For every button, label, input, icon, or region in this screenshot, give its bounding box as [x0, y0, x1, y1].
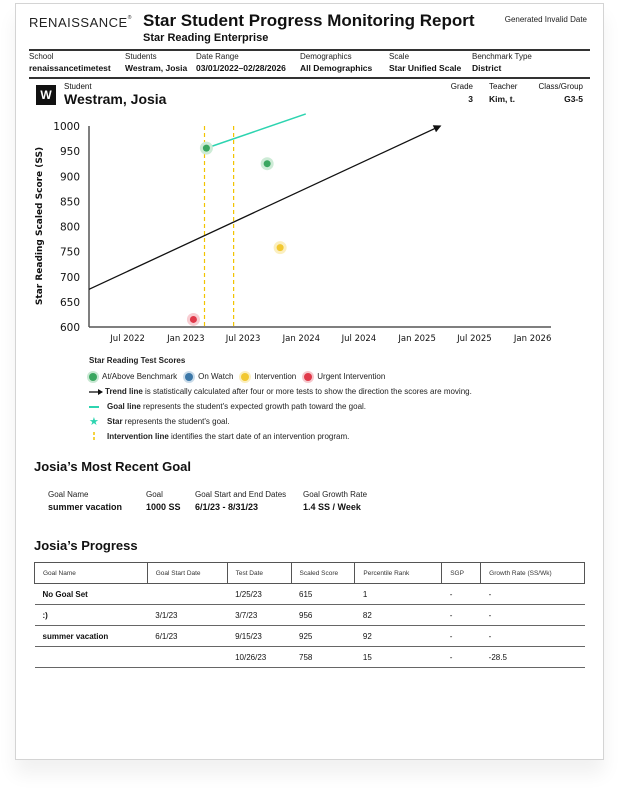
score-point-dot	[277, 244, 284, 251]
table-cell: 925	[291, 626, 355, 647]
column-header: Test Date	[227, 563, 291, 584]
y-tick-label: 700	[59, 271, 80, 284]
score-point	[187, 313, 200, 326]
table-cell: 758	[291, 647, 355, 668]
table-cell: 92	[355, 626, 442, 647]
legend-star	[89, 414, 472, 429]
goal-growth-field	[303, 490, 367, 512]
intervention-dot-icon	[241, 373, 249, 381]
renaissance-logo: RENAISSANCE®	[29, 15, 132, 30]
x-tick-label: Jul 2023	[225, 334, 261, 344]
star-icon: ★	[89, 416, 99, 428]
x-tick-label: Jul 2025	[457, 334, 492, 344]
table-cell: 10/26/23	[227, 647, 291, 668]
legend-intervention	[89, 429, 472, 444]
table-cell: 956	[291, 605, 355, 626]
goal-field-value: 6/1/23 - 8/31/23	[195, 502, 259, 512]
table-cell: 615	[291, 584, 355, 605]
table-cell: summer vacation	[35, 626, 148, 647]
table-cell: -	[442, 626, 481, 647]
score-point	[200, 142, 213, 155]
table-cell: :)	[35, 605, 148, 626]
legend-title: Star Reading Test Scores	[89, 356, 186, 365]
x-tick-label: Jul 2024	[341, 334, 377, 344]
class-label: Class/Group	[538, 82, 583, 91]
progress-heading: Josia’s Progress	[34, 538, 138, 553]
y-tick-label: 1000	[53, 121, 80, 133]
legend-item: Urgent Intervention	[317, 372, 386, 381]
chart-legend	[89, 356, 472, 444]
intervention-line-icon	[89, 432, 103, 442]
trend-arrow-icon	[89, 388, 103, 396]
goal-dates-field	[195, 490, 286, 512]
progress-chart	[0, 0, 618, 350]
goal-line-icon	[89, 403, 103, 411]
table-row	[35, 647, 585, 668]
goal-name-field	[48, 490, 122, 512]
y-tick-label: 850	[59, 196, 80, 209]
table-cell: -	[442, 584, 481, 605]
table-cell: No Goal Set	[35, 584, 148, 605]
goal-field-value: 1.4 SS / Week	[303, 502, 361, 512]
goal-field-value: 1000 SS	[146, 502, 181, 512]
table-cell: 3/7/23	[227, 605, 291, 626]
table-cell: -	[442, 647, 481, 668]
legend-goal	[89, 399, 472, 414]
goal-field-label: Goal Name	[48, 490, 89, 499]
y-tick-label: 650	[59, 296, 80, 309]
goal-field-value: summer vacation	[48, 502, 123, 512]
column-header: Goal Name	[35, 563, 148, 584]
table-cell: 6/1/23	[147, 626, 227, 647]
table-cell: 15	[355, 647, 442, 668]
x-tick-label: Jan 2023	[167, 334, 205, 344]
legend-text: represents the student's expected growth path toward the goal.	[140, 402, 367, 411]
meta-value: District	[472, 63, 502, 73]
table-cell: -	[481, 626, 585, 647]
score-point-dot	[264, 160, 271, 167]
meta-label: School	[29, 52, 54, 61]
y-tick-label: 750	[59, 246, 80, 259]
report-subtitle: Star Reading Enterprise	[143, 32, 269, 44]
table-cell: 9/15/23	[227, 626, 291, 647]
meta-label: Demographics	[300, 52, 352, 61]
meta-value: Star Unified Scale	[389, 63, 462, 73]
table-row	[35, 605, 585, 626]
score-point-dot	[190, 316, 197, 323]
table-cell	[35, 647, 148, 668]
column-header: Percentile Rank	[355, 563, 442, 584]
goal-line	[206, 114, 305, 148]
table-cell: 1/25/23	[227, 584, 291, 605]
table-cell	[147, 647, 227, 668]
goal-field-label: Goal Growth Rate	[303, 490, 368, 499]
x-tick-label: Jul 2022	[110, 334, 145, 344]
table-cell: -28.5	[481, 647, 585, 668]
legend-bold: Trend line	[105, 387, 143, 396]
student-name: Westram, Josia	[64, 91, 167, 107]
meta-label: Date Range	[196, 52, 239, 61]
table-cell: -	[481, 584, 585, 605]
on-watch-dot-icon	[185, 373, 193, 381]
table-cell: -	[442, 605, 481, 626]
legend-item: On Watch	[198, 372, 234, 381]
column-header: Goal Start Date	[147, 563, 227, 584]
legend-bold: Goal line	[107, 402, 141, 411]
student-initial-badge: W	[36, 85, 56, 105]
student-label: Student	[64, 82, 92, 91]
table-cell: -	[481, 605, 585, 626]
progress-table	[34, 562, 585, 668]
grade-label: Grade	[450, 82, 473, 91]
legend-bold: Intervention line	[107, 432, 169, 441]
teacher-value: Kim, t.	[489, 94, 515, 104]
x-tick-label: Jan 2025	[398, 334, 436, 344]
trend-line	[89, 126, 440, 289]
table-cell: 82	[355, 605, 442, 626]
y-axis-label: Star Reading Scaled Score (SS)	[35, 146, 45, 306]
table-row	[35, 626, 585, 647]
meta-label: Students	[125, 52, 157, 61]
generated-date: Generated Invalid Date	[504, 15, 587, 24]
table-cell: 1	[355, 584, 442, 605]
y-tick-label: 600	[59, 322, 80, 334]
legend-item: At/Above Benchmark	[102, 372, 178, 381]
grade-value: 3	[468, 94, 473, 104]
y-tick-label: 800	[59, 221, 80, 234]
goal-field-label: Goal Start and End Dates	[195, 490, 287, 499]
table-cell	[147, 584, 227, 605]
score-point	[261, 157, 274, 170]
teacher-label: Teacher	[489, 82, 518, 91]
column-header: Growth Rate (SS/Wk)	[481, 563, 585, 584]
y-tick-label: 950	[59, 146, 80, 159]
legend-bold: Star	[107, 417, 123, 426]
table-header-row	[35, 563, 585, 584]
meta-value: 03/01/2022–02/28/2026	[196, 63, 286, 73]
meta-value: renaissancetimetest	[29, 63, 111, 73]
meta-label: Scale	[389, 52, 410, 61]
goal-value-field	[146, 490, 181, 512]
x-tick-label: Jan 2026	[513, 334, 552, 344]
urgent-dot-icon	[304, 373, 312, 381]
table-row	[35, 584, 585, 605]
legend-categories	[89, 369, 472, 384]
legend-text: identifies the start date of an intervention program.	[168, 432, 350, 441]
column-header: SGP	[442, 563, 481, 584]
legend-text: is statistically calculated after four or more tests to show the direction the scores are moving.	[142, 387, 472, 396]
score-point	[274, 241, 287, 254]
table-cell: 3/1/23	[147, 605, 227, 626]
goal-field-label: Goal	[146, 490, 163, 499]
benchmark-dot-icon	[89, 373, 97, 381]
y-tick-label: 900	[59, 171, 80, 184]
legend-trend	[89, 384, 472, 399]
score-point-dot	[203, 145, 210, 152]
goal-heading: Josia’s Most Recent Goal	[34, 459, 192, 474]
class-value: G3-5	[564, 94, 583, 104]
legend-text: represents the student's goal.	[122, 417, 230, 426]
meta-label: Benchmark Type	[472, 52, 532, 61]
meta-value: All Demographics	[300, 63, 373, 73]
x-tick-label: Jan 2024	[282, 334, 321, 344]
column-header: Scaled Score	[291, 563, 355, 584]
logo-text: RENAISSANCE	[29, 15, 128, 30]
report-title: Star Student Progress Monitoring Report	[143, 11, 475, 30]
legend-item: Intervention	[254, 372, 297, 381]
meta-value: Westram, Josia	[125, 63, 188, 73]
